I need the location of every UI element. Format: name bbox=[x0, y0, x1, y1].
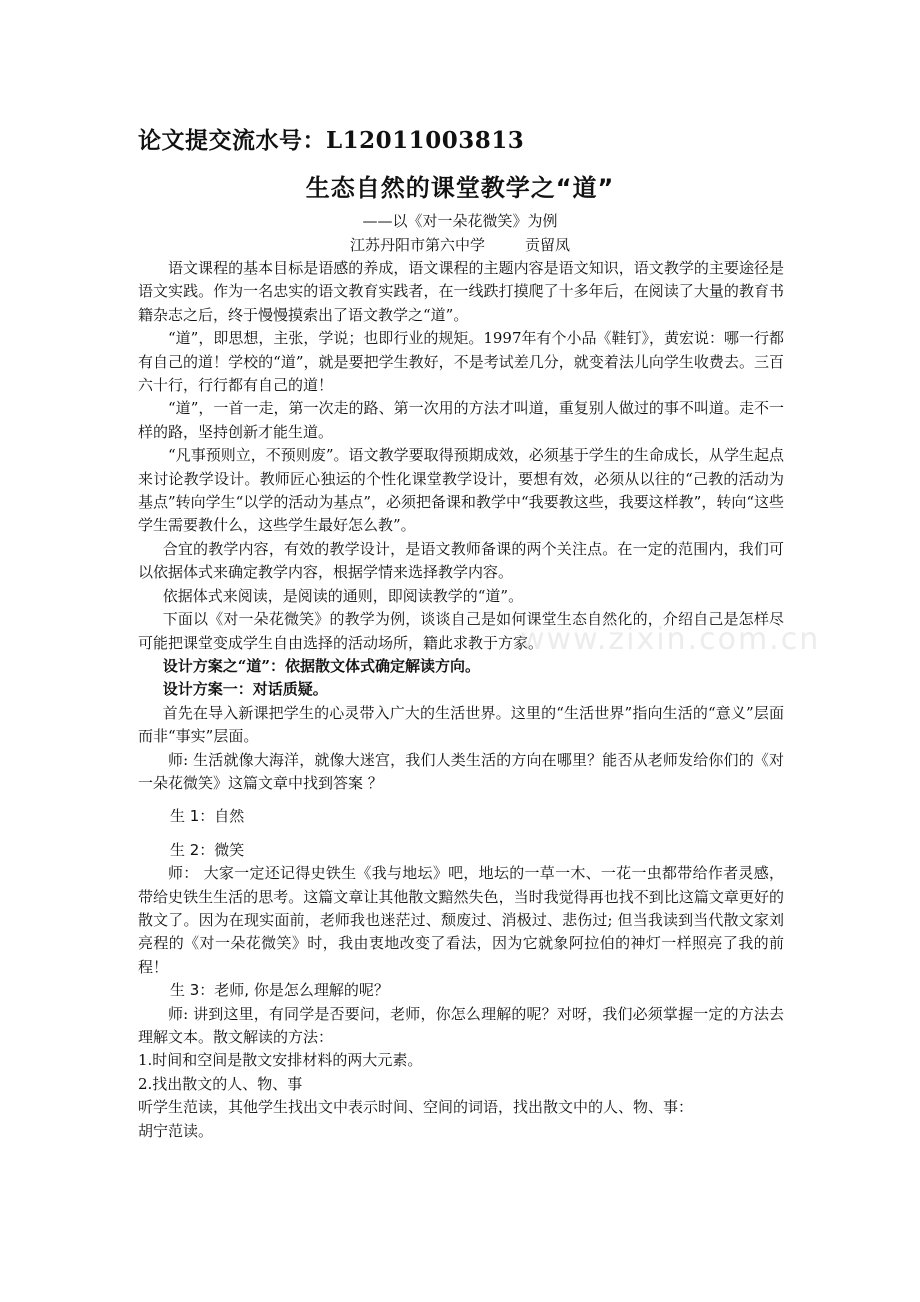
paragraph: “道”，即思想，主张，学说；也即行业的规矩。1997年有个小品《鞋钉》，黄宏说：哪一行都有自己的道！学校的“道”，就是要把学生教好，不是考试差几分，就变着法儿向学生收费去。三百六十行，行行都有自己的道！ bbox=[138, 329, 785, 395]
teacher-line: 师： 大家一定还记得史铁生《我与地坛》吧，地坛的一草一木、一花一虫都带给作者灵感，带给史铁生生活的思考。这篇文章让其他散文黯然失色，当时我觉得再也找不到比这篇文章更好的散文了。因为在现实面前，老师我也迷茫过、颓废过、消极过、悲伤过; 但当我读到当代散文家刘亮程的《对一朵花微笑》时，我由衷地改变了看法，因为它就象阿拉伯的神灯一样照亮了我的前程！ bbox=[138, 864, 784, 976]
teacher-line: 师: 讲到这里，有同学是否要问，老师，你怎么理解的呢？对呀，我们必须掌握一定的方法去理解文本。散文解读的方法： bbox=[138, 1004, 784, 1046]
author-name: 贡留凤 bbox=[525, 236, 571, 254]
paragraph: 听学生范读，其他学生找出文中表示时间、空间的词语，找出散文中的人、物、事： bbox=[138, 1098, 694, 1117]
paragraph: “道”，一首一走，第一次走的路、第一次用的方法才叫道，重复别人做过的事不叫道。走不一样的路，坚持创新才能生道。 bbox=[138, 399, 784, 441]
teacher-line: 师: 生活就像大海洋，就像大迷宫，我们人类生活的方向在哪里？能否从老师发给你们的《对一朵花微笑》这篇文章中找到答案 ？ bbox=[138, 750, 784, 792]
student-line: 生 1：自然 bbox=[170, 807, 245, 826]
list-item: 1.时间和空间是散文安排材料的两大元素。 bbox=[138, 1051, 423, 1070]
article-subtitle: ——以《对一朵花微笑》为例 bbox=[362, 212, 558, 230]
student-line: 生 3：老师, 你是怎么理解的呢？ bbox=[170, 981, 389, 1000]
section-heading: 设计方案之“道”：依据散文体式确定解读方向。 bbox=[162, 656, 481, 675]
paragraph: 依据体式来阅读，是阅读的通则，即阅读教学的“道”。 bbox=[162, 586, 524, 605]
school-name: 江苏丹阳市第六中学 bbox=[349, 236, 485, 254]
article-body bbox=[138, 257, 784, 1143]
paragraph: 语文课程的基本目标是语感的养成，语文课程的主题内容是语文知识，语文教学的主要途径是语文实践。作为一名忠实的语文教育实践者，在一线跌打摸爬了十多年后，在阅读了大量的教育书籍杂志之后，终于慢慢摸索出了语文教学之“道”。 bbox=[138, 259, 784, 324]
watermark: www.zixin.com.cn bbox=[520, 622, 821, 657]
section-subheading: 设计方案一：对话质疑。 bbox=[162, 680, 328, 699]
student-line: 生 2：微笑 bbox=[170, 840, 245, 859]
paragraph: “凡事预则立，不预则废”。语文教学要取得预期成效，必须基于学生的生命成长，从学生起点来讨论教学设计。教师匠心独运的个性化课堂教学设计，要想有效，必须从以往的“己教的活动为基点”转向学生“以学的活动为基点”，必须把备课和教学中“我要教这些，我要这样教”，转向“这些学生需要教什么，这些学生最好怎么教”。 bbox=[138, 446, 785, 535]
paragraph: 胡宁范读。 bbox=[138, 1121, 214, 1140]
paragraph: 下面以《对一朵花微笑》的教学为例，谈谈自己是如何课堂生态自然化的，介绍自己是怎样尽可能把课堂变成学生自由选择的活动场所，籍此求教于方家。 bbox=[138, 610, 784, 652]
author-line bbox=[0, 234, 920, 255]
paragraph: 首先在导入新课把学生的心灵带入广大的生活世界。这里的“生活世界”指向生活的“意义”层面而非“事实”层面。 bbox=[138, 703, 784, 746]
paragraph: 合宜的教学内容，有效的教学设计，是语文教师备课的两个关注点。在一定的范围内，我们可以依据体式来确定教学内容，根据学情来选择教学内容。 bbox=[138, 539, 784, 582]
article-title: 生态自然的课堂教学之“道” bbox=[305, 174, 615, 202]
submission-number: 论文提交流水号：L12011003813 bbox=[138, 127, 525, 154]
list-item: 2.找出散文的人、物、事 bbox=[138, 1074, 303, 1093]
